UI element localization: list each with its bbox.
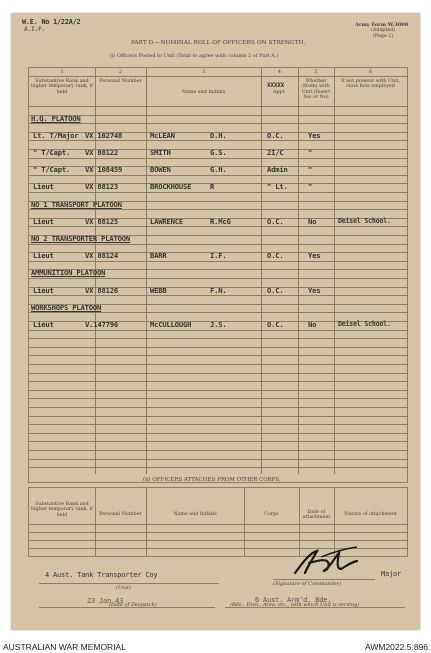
section-heading: WORKSHOPS PLATOON [31,302,102,312]
column-header: Name and Initials [181,90,226,95]
row-rule [29,158,407,159]
attached-title: (ii) OFFICERS ATTACHED FROM OTHER CORPS. [143,477,281,483]
cell-present: " [308,148,313,157]
section-heading: H.Q. PLATOON [31,113,81,123]
row-rule [29,76,407,77]
cell-rank: Lieut [33,182,54,192]
row-rule [29,407,407,408]
cell-appt: 2I/C [267,148,284,157]
commander-signature [287,543,367,579]
row-rule [29,524,407,525]
credit-left: AUSTRALIAN WAR MEMORIAL [3,642,126,652]
row-rule [29,540,407,541]
cell-initials: I.F. [210,251,227,261]
cell-initials: D.H. [210,130,227,140]
row-rule [29,347,407,348]
formation-label: (Bde., Divn., Area. etc., with which Unit is serving) [230,602,360,608]
cell-present: No [308,320,317,329]
cell-present: " [308,165,313,175]
form-page: (Page 2) [373,34,394,39]
row-rule [29,261,407,262]
row-rule [29,441,407,442]
row-rule [29,532,407,533]
form-subreference: A.I.F. [24,26,46,33]
column-header: Personal Number [99,79,142,84]
row-rule [29,295,407,296]
cell-name: McCULLOUGH [150,320,192,329]
column-number: 6 [368,69,373,75]
cell-rank: Lieut [33,216,54,226]
row-rule [29,312,407,313]
column-rule [95,488,96,556]
cell-initials: J.S. [210,320,227,329]
signature-rank: Major [381,570,402,578]
cell-name: BOWEN [150,165,171,175]
cell-present: Yes [308,251,321,261]
cell-name: BROCKHOUSE [150,182,192,192]
column-rule [298,68,299,474]
attached-column-header: Date of attachment [302,510,331,521]
cell-number: V.147796 [85,320,119,329]
cell-name: WEBB [150,285,167,295]
cell-rank: Lt. T/Major [33,130,79,140]
cell-rank: " T/Capt. [33,165,71,175]
row-rule [29,398,407,399]
cell-initials: F.N. [210,285,227,295]
column-rule [261,68,262,474]
attached-column-header: Nature of attachment [344,512,397,517]
formation-name: 6 Aust. Arm'd. Bde. [255,596,332,604]
cell-employed: Deisel School. [338,320,391,328]
row-rule [29,416,407,417]
cell-appt: O.C. [267,320,284,329]
cell-rank: " T/Capt. [33,148,71,157]
row-rule [29,433,407,434]
cell-employed: Deisel School. [338,216,391,225]
column-rule [146,488,147,556]
unit-name: 4 Aust. Tank Transporter Coy [45,571,158,579]
attached-column-header: Personal Number [99,512,142,517]
cell-initials: R [210,182,215,192]
attached-column-header: Substantive Rank and higher temporary rank, if held [31,502,93,518]
cell-number: VX 108459 [85,165,123,175]
cell-initials: G.S. [210,148,227,157]
row-rule [29,209,407,210]
section-heading: AMMUNITION PLATOON [31,268,106,278]
cell-name: BARR [150,251,167,261]
row-rule [29,140,407,141]
cell-appt: O.C. [267,285,284,295]
column-number: 1 [60,69,64,75]
cell-number: VX 88125 [85,216,119,226]
row-rule [29,373,407,374]
cell-present: " [308,182,313,192]
part-subtitle: (i) Officers Posted to Unit (Total to agree with column 2 of Part A.) [110,53,279,59]
row-rule [29,424,407,425]
cell-appt: O.C. [267,130,284,140]
cell-appt: Admin [267,165,288,175]
column-rule [334,68,335,474]
row-rule [29,226,407,227]
row-rule [29,192,407,193]
cell-appt: " Lt. [267,182,288,192]
form-number: Army Form W.3008 [355,22,409,28]
row-rule [29,381,407,382]
row-rule [29,115,407,116]
cell-number: VX 88124 [85,251,119,261]
cell-appt: O.C. [267,251,284,261]
cell-present: No [308,216,317,226]
cell-appt: O.C. [267,216,284,226]
row-rule [29,467,407,468]
cell-name: McLEAN [150,130,175,140]
column-header: If not present with Unit, state how employed [341,79,400,90]
credit-right: AWM2022.5.896 [365,642,428,652]
attached-column-header: Corps [264,512,279,517]
signature-label: (Signature of Commander) [273,581,342,587]
part-title: PART D.—NOMINAL ROLL OF OFFICERS ON STRENGTH. [131,40,306,46]
form-reference: W.E. No 1/22A/2 [22,18,81,26]
document-sheet [11,13,420,630]
column-number: 2 [118,69,123,75]
section-heading: NO 1 TRANSPORT PLATOON [31,199,122,209]
column-rule [146,68,147,474]
row-rule [29,390,407,391]
row-rule [29,106,407,107]
cell-initials: R.McG [210,216,231,226]
row-rule [29,330,407,331]
row-rule [29,450,407,451]
row-rule [29,278,407,279]
credit-bar [0,641,431,653]
cell-name: LAWRENCE [150,216,184,226]
attached-column-header: Name and Initials [173,512,217,517]
despatch-date: 23 Jan 43 [87,597,124,605]
column-number: 5 [314,69,318,75]
cell-rank: Lieut [33,285,54,295]
cell-rank: Lieut [33,320,54,329]
unit-label: (Unit) [116,585,131,591]
despatch-date-label: (Date of Despatch) [109,602,157,608]
column-number: 4 [277,69,282,75]
cell-number: VX 88123 [85,182,119,192]
row-rule [29,244,407,245]
struck-header: XXXXX [267,82,285,89]
form-adapted: (Adapted) [371,28,396,33]
row-rule [29,355,407,356]
cell-number: VX 102748 [85,130,123,140]
column-header: Whether (from) with Unit (Insert Yes or No) [301,79,331,101]
row-rule [29,175,407,176]
column-number: 3 [201,69,206,75]
row-rule [29,364,407,365]
cell-rank: Lieut [33,251,54,261]
row-rule [29,123,407,124]
row-rule [29,338,407,339]
column-rule [244,488,245,556]
cell-initials: G.H. [210,165,227,175]
officers-posted-table [28,67,408,483]
cell-number: VX 88126 [85,285,119,295]
section-heading: NO 2 TRANSPORTER PLATOON [31,234,131,243]
cell-present: Yes [308,130,321,140]
row-rule [29,459,407,460]
cell-number: VX 88122 [85,148,119,157]
cell-present: Yes [308,285,321,295]
cell-name: SMITH [150,148,171,157]
column-header: Appt. [272,90,287,95]
column-header: Substantive Rank and higher temporary rank, if held [31,79,93,95]
